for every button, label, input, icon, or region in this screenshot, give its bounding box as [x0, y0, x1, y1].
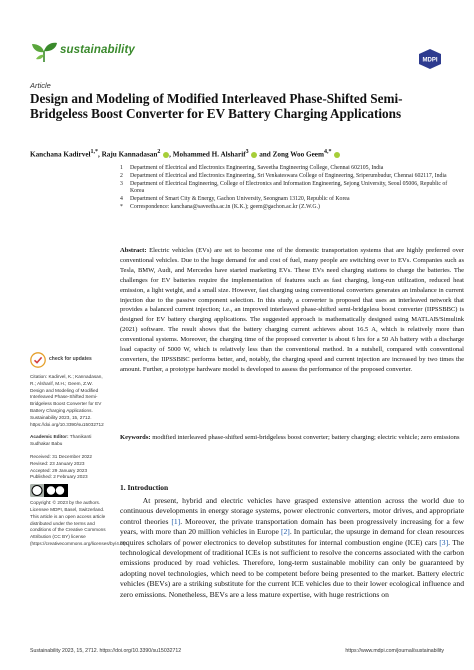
reference-link[interactable]: [3]	[439, 537, 449, 547]
affiliation-number: 2	[120, 172, 123, 179]
check-for-updates-button[interactable]	[30, 352, 108, 368]
author-name[interactable]: Mohammed H. Alsharif	[172, 150, 246, 159]
abstract	[120, 246, 464, 375]
article-title: Design and Modeling of Modified Interleaved Phase-Shifted Semi-Bridgeless Boost Converter for EV Battery Charging Applications	[30, 91, 403, 121]
correspondence-text: Correspondence: kanchana@saveetha.ac.in (K.K.); geem@gachon.ac.kr (Z.W.G.)	[130, 203, 320, 210]
editor-label: Academic Editor:	[30, 434, 69, 440]
affiliation-number: *	[120, 203, 123, 210]
published-date: Published: 2 February 2023	[30, 474, 88, 480]
dates	[30, 454, 108, 481]
intro-text: . The technological development of traditional ICEs is not sufficient to resolve the concerns associated with the carbon emissions produced by road vehicles. Therefore, long-term sustainable mobility can only be guaranteed by adopting novel technologies, which need to be competent before being presented to the market. Battery electric vehicles (BEVs) are a striking substitute for the current ICE vehicles due to their lower ecological influence and zero emissions. Nonetheless, BEVs are a less mature expertise, with huge restrictions on	[120, 537, 464, 599]
cc-by-license-badge[interactable]	[30, 484, 68, 497]
intro-text: At present, hybrid and electric vehicles have grasped extensive attention across the world due to continuous developments in energy storage systems, power electronic converters, motor drives, and appropriate control theories	[120, 496, 464, 526]
received-date: Received: 31 December 2022	[30, 453, 93, 459]
journal-name: sustainability	[60, 44, 135, 56]
section-heading: 1. Introduction	[120, 483, 169, 492]
author-affiliation-mark: 4,*	[323, 149, 332, 155]
mdpi-logo-text: MDPI	[422, 57, 438, 64]
affiliation-text: Department of Electrical and Electronics Engineering, Sri Venkateswara College of Engineering, Sriperumbudur, Chennai 602117, India	[130, 172, 447, 179]
author-affiliation-mark: 3	[245, 149, 249, 155]
cc-by-icon	[30, 484, 68, 497]
author-name[interactable]: Kanchana Kadirvel	[30, 150, 91, 159]
affiliation-item	[120, 173, 460, 181]
keywords	[120, 433, 464, 443]
license-text: Copyright: © 2023 by the authors. Licensee MDPI, Basel, Switzerland. This article is an open access article distributed under the terms and conditions of the Creative Commons Attribution (CC BY) license (https://creativecommons.org/licenses/by/4.0/).	[30, 500, 127, 546]
affiliation-number: 1	[120, 165, 123, 171]
affiliation-item	[120, 181, 460, 197]
abstract-label: Abstract:	[120, 247, 147, 254]
check-updates-label: check for updates	[49, 356, 92, 363]
affiliation-item	[120, 196, 460, 204]
revised-date: Revised: 23 January 2023	[30, 460, 85, 466]
affiliations	[120, 165, 460, 212]
correspondence	[120, 204, 460, 212]
affiliation-text: Department of Smart City & Energy, Gachon University, Seongnam 13120, Republic of Korea	[130, 196, 350, 203]
article-type: Article	[30, 81, 51, 90]
footer-journal-link[interactable]: https://www.mdpi.com/journal/sustainability	[345, 648, 444, 654]
abstract-text: Electric vehicles (EVs) are set to become one of the domestic transportation systems that are highly preferred over conventional vehicles. Due to the huge demand for and cost of fuel, many people are switching over to EVs. Companies such as Tesla, BMW, Audi, and Mercedes have started marketing EVs. These EVs need charging stations to charge the batteries. The challenges for EV batteries require the implementation of features such as fast charging, long-run utilization, reduced heat emission, a light weight, and a small size. However, fast charging using conventional converters generates an imbalance in current injection due to the passive component selection. In this study, a converter is proposed that uses an interleaved network that provides a balanced current injection; i.e., an improved interleaved phase-shifted semi-bridgeless boost converter (IIPSSBBC) is designed for EV battery charging applications. The suggested approach is mathematically designed using MATLAB/Simulink (2021) software. The result shows that the battery charging current achieves about 16.5 A, which is relatively more than conventional systems. Moreover, the charging time of the proposed converter is about 6 hrs for a 50 Ah battery with a discharge load capacity of 5000 W, which is relatively less than the conventional method. In a nutshell, compared with conventional converters, the IIPSSBBC performs better, and, notably, the charging speed and current injection are increased by two times the amount. Further, a prototype hardware model is developed to assess the performance of the proposed converter.	[120, 247, 464, 373]
introduction-paragraph	[120, 496, 464, 600]
check-updates-icon	[30, 352, 46, 368]
orcid-icon[interactable]	[251, 152, 257, 158]
author-affiliation-mark: 1,*	[90, 149, 99, 155]
intro-text: . In particular, the upsurge in demand for clean resources requires scholars of power electronics to develop substitutes for internal combustion engine (ICE) cars	[120, 527, 464, 547]
author-affiliation-mark: 2	[157, 149, 161, 155]
orcid-icon[interactable]	[334, 152, 340, 158]
keywords-label: Keywords:	[120, 434, 151, 441]
reference-link[interactable]: [1]	[171, 516, 181, 526]
affiliation-number: 4	[120, 196, 123, 203]
academic-editor	[30, 434, 108, 448]
author-name[interactable]: Zong Woo Geem	[272, 150, 324, 159]
citation: Citation: Kadirvel, K.; Kannadasan, R.; Alsharif, M.H.; Geem, Z.W. Design and Modeling of Modified Interleaved Phase-Shifted Semi-Bridgeless Boost Converter for EV Battery Charging Applications. Sustainability 2023, 15, 2712. https://doi.org/10.3390/su15032712	[30, 374, 104, 427]
sprout-icon	[30, 41, 58, 63]
intro-text: . Moreover, the private transportation domain has been progressively increasing for a few years, with more than 20 million vehicles in Europe	[120, 516, 464, 537]
editor-name: Thanikanti Sudhakar Babu	[30, 434, 92, 447]
affiliation-number: 3	[120, 180, 123, 187]
affiliation-text: Department of Electrical and Electronics Engineering, Saveetha Engineering College, Chennai 602105, India	[130, 165, 384, 171]
author-list: Kanchana Kadirvel$^{1,*}$, Raju Kannadasan$^2$ , Mohammed H. Alsharif$^3$ and Zong Woo Geem$^{4,*}$	[30, 149, 460, 158]
footer-citation: Sustainability 2023, 15, 2712. https://doi.org/10.3390/su15032712	[30, 648, 182, 654]
affiliation-text: Department of Electrical Engineering, College of Electronics and Information Engineering, Sejong University, Seoul 05006, Republic of Korea	[130, 180, 448, 195]
mdpi-logo	[418, 49, 442, 69]
affiliation-item	[120, 165, 460, 173]
orcid-icon[interactable]	[163, 152, 169, 158]
accepted-date: Accepted: 29 January 2023	[30, 467, 88, 473]
keywords-text: modified interleaved phase-shifted semi-bridgeless boost converter; battery charging; electric vehicle; zero emissions	[152, 434, 460, 441]
author-name[interactable]: Raju Kannadasan	[101, 150, 158, 159]
reference-link[interactable]: [2]	[280, 527, 290, 537]
sidebar	[30, 352, 127, 548]
